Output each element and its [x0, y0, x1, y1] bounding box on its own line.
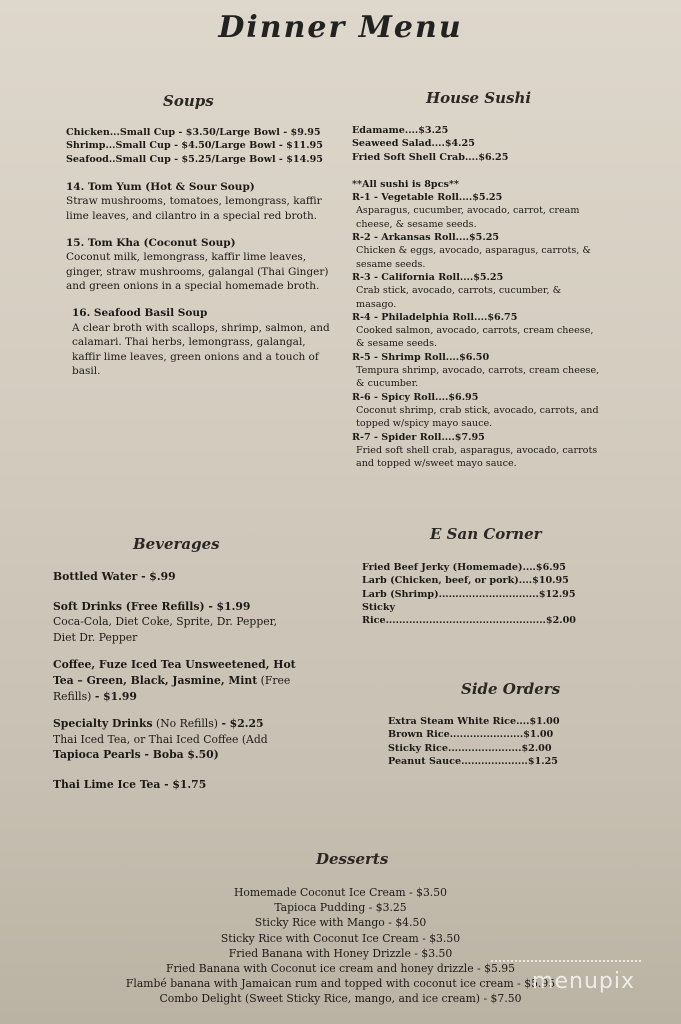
sushi-apps — [352, 124, 602, 164]
side-item-dots: ...................... — [449, 729, 524, 741]
side-item — [388, 742, 603, 755]
esan-item-dots: ................................................ — [385, 615, 546, 627]
sides-heading: Side Orders — [461, 680, 561, 698]
side-item-dots: .... — [516, 716, 530, 727]
esan-item-dots: .............................. — [438, 588, 539, 600]
watermark-logo: menupix — [532, 969, 635, 994]
roll-name: R-3 - California Roll....$5.25 — [352, 271, 504, 283]
sides-section — [388, 715, 603, 768]
esan-heading: E San Corner — [430, 525, 542, 543]
dessert-item: Sticky Rice with Coconut Ice Cream - $3.50 — [220, 931, 461, 945]
side-item-name: Brown Rice — [388, 729, 450, 741]
soft-drinks — [53, 599, 298, 646]
roll-name: R-1 - Vegetable Roll....$5.25 — [352, 192, 503, 204]
roll-desc: Coconut shrimp, crab stick, avocado, carrots, and topped w/spicy mayo sauce. — [356, 404, 599, 430]
soft-drinks-desc: Coca-Cola, Diet Coke, Sprite, Dr. Pepper, Diet Dr. Pepper — [53, 615, 278, 644]
soup-price-line: Chicken...Small Cup - $3.50/Large Bowl - $9.95 — [66, 127, 321, 138]
roll-name: R-7 - Spider Roll....$7.95 — [352, 431, 485, 443]
soup-desc: Coconut milk, lemongrass, kaffir lime leaves, ginger, straw mushrooms, galangal (Thai Ginger) and green onions in a special homemade broth. — [66, 251, 329, 293]
roll-name: R-4 - Philadelphia Roll....$6.75 — [352, 311, 518, 323]
sushi-roll — [352, 431, 602, 471]
esan-item-name: Fried Beef Jerky (Homemade) — [362, 562, 523, 573]
soup-name: 15. Tom Kha (Coconut Soup) — [66, 236, 236, 249]
sushi-app-item: Edamame....$3.25 — [352, 125, 449, 136]
sushi-roll — [352, 191, 602, 231]
esan-item-name: Sticky Rice — [362, 601, 396, 627]
coffee-tea-price: - $1.99 — [94, 689, 137, 703]
specialty-title: Specialty Drinks — [53, 717, 153, 731]
sushi-section — [352, 124, 602, 470]
roll-desc: Tempura shrimp, avocado, carrots, cream cheese, & cucumber. — [356, 365, 600, 390]
side-item-price: $1.00 — [523, 729, 554, 741]
side-item-name: Sticky Rice — [388, 742, 448, 754]
soup-price-line: Shrimp...Small Cup - $4.50/Large Bowl - $11.95 — [66, 140, 323, 152]
sushi-heading: House Sushi — [426, 89, 532, 107]
soup-item — [66, 180, 336, 224]
specialty-boba: Tapioca Pearls - Boba $.50) — [53, 748, 219, 762]
soup-desc: A clear broth with scallops, shrimp, salmon, and calamari. Thai herbs, lemongrass, galangal, kaffir lime leaves, green onions and a touch of basil. — [72, 321, 330, 378]
specialty-norefills: (No Refills) — [156, 717, 218, 731]
specialty-drinks — [53, 716, 298, 763]
watermark-dots — [491, 960, 641, 966]
roll-desc: Chicken & eggs, avocado, asparagus, carrots, & sesame seeds. — [356, 245, 591, 270]
side-item — [388, 728, 603, 741]
soup-item — [66, 306, 336, 379]
sushi-roll — [352, 351, 602, 391]
bottled-water: Bottled Water - $.99 — [53, 570, 176, 583]
soup-name: 16. Seafood Basil Soup — [72, 307, 208, 320]
sushi-note: **All sushi is 8pcs** — [352, 178, 459, 190]
esan-item — [362, 601, 597, 628]
esan-item-dots: .... — [518, 575, 533, 587]
specialty-price: - $2.25 — [221, 717, 264, 731]
soups-heading: Soups — [163, 92, 214, 110]
desserts-heading: Desserts — [316, 850, 389, 868]
sushi-roll — [352, 391, 602, 431]
esan-item — [362, 588, 597, 601]
esan-item-price: $6.95 — [535, 562, 566, 573]
coffee-tea — [53, 657, 298, 704]
roll-name: R-6 - Spicy Roll....$6.95 — [352, 391, 479, 403]
side-item-name: Peanut Sauce — [388, 755, 462, 767]
esan-item-price: $10.95 — [532, 575, 569, 587]
esan-item — [362, 561, 597, 574]
roll-desc: Crab stick, avocado, carrots, cucumber, & masago. — [356, 285, 562, 310]
soup-price-line: Seafood..Small Cup - $5.25/Large Bowl - $14.95 — [66, 153, 323, 165]
dessert-item: Sticky Rice with Mango - $4.50 — [254, 916, 427, 930]
beverages-section — [53, 569, 298, 793]
soup-item — [66, 236, 336, 294]
coffee-tea-title: Coffee, Fuze Iced Tea Unsweetened, Hot Tea – Green, Black, Jasmine, Mint — [53, 658, 296, 687]
beverages-heading: Beverages — [133, 535, 220, 553]
side-item-dots: .................... — [461, 755, 528, 767]
esan-item-price: $12.95 — [538, 588, 576, 600]
roll-name: R-2 - Arkansas Roll....$5.25 — [352, 232, 500, 244]
dessert-item: Tapioca Pudding - $3.25 — [274, 901, 407, 915]
side-item-price: $2.00 — [521, 742, 552, 754]
dessert-item: Fried Banana with Coconut ice cream and honey drizzle - $5.95 — [165, 962, 516, 976]
sushi-roll — [352, 311, 602, 351]
soup-desc: Straw mushrooms, tomatoes, lemongrass, kaffir lime leaves, and cilantro in a special red broth. — [66, 195, 322, 223]
side-item-dots: ...................... — [447, 742, 522, 754]
dessert-item: Fried Banana with Honey Drizzle - $3.50 — [228, 946, 453, 960]
sushi-app-item: Seaweed Salad....$4.25 — [352, 138, 475, 150]
sushi-app-item: Fried Soft Shell Crab....$6.25 — [352, 151, 509, 163]
dessert-item: Combo Delight (Sweet Sticky Rice, mango, and ice cream) - $7.50 — [159, 992, 522, 1006]
esan-item-name: Larb (Shrimp) — [362, 588, 439, 600]
roll-desc: Cooked salmon, avocado, carrots, cream cheese, & sesame seeds. — [356, 325, 594, 350]
side-item-name: Extra Steam White Rice — [388, 716, 517, 727]
dessert-item: Flambé banana with Jamaican rum and topped with coconut ice cream - $5.95 — [125, 977, 556, 991]
esan-section — [362, 561, 597, 627]
roll-desc: Asparagus, cucumber, avocado, carrot, cream cheese, & sesame seeds. — [356, 205, 580, 230]
page-title: Dinner Menu — [218, 10, 463, 45]
roll-name: R-5 - Shrimp Roll....$6.50 — [352, 351, 490, 363]
side-item-price: $1.00 — [529, 716, 560, 727]
soup-price-list — [66, 126, 336, 166]
esan-item-price: $2.00 — [545, 615, 576, 627]
soft-drinks-title: Soft Drinks (Free Refills) - $1.99 — [53, 599, 251, 613]
roll-desc: Fried soft shell crab, asparagus, avocado, carrots and topped w/sweet mayo sauce. — [356, 444, 598, 470]
esan-item-name: Larb (Chicken, beef, or pork) — [362, 575, 519, 587]
side-item — [388, 715, 603, 728]
side-item-price: $1.25 — [527, 755, 558, 767]
coffee-tea-refills: (Free Refills) — [53, 673, 291, 703]
dessert-item: Homemade Coconut Ice Cream - $3.50 — [234, 886, 447, 899]
side-item — [388, 755, 603, 768]
esan-item-dots: .... — [522, 562, 536, 573]
soup-name: 14. Tom Yum (Hot & Sour Soup) — [66, 180, 255, 193]
esan-item — [362, 574, 597, 587]
sushi-roll — [352, 271, 602, 311]
soups-section — [66, 126, 336, 391]
sushi-roll — [352, 231, 602, 271]
specialty-desc: Thai Iced Tea, or Thai Iced Coffee (Add — [53, 732, 268, 746]
thai-lime-tea: Thai Lime Ice Tea - $1.75 — [53, 777, 207, 791]
